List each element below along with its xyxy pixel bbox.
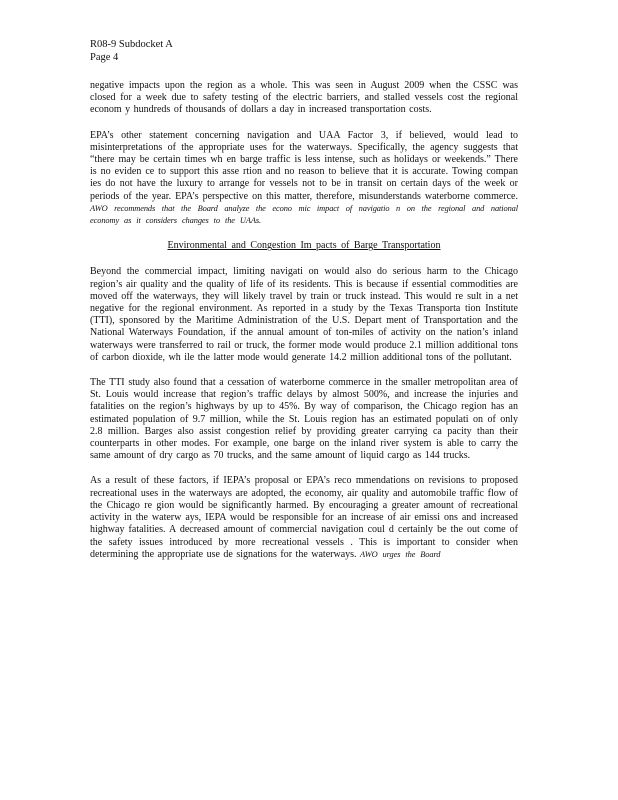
paragraph-epa-statement	[90, 130, 518, 228]
docket-label: R08-9 Subdocket A	[90, 39, 173, 50]
paragraph-conclusion	[90, 475, 518, 560]
paragraph-environmental: Beyond the commercial impact, limiting navigati on would also do serious harm to the Chicago region’s air quality and the quality of life of its residents. This is because if essential commodities are moved off the waterways, they will likely travel by train or truck instead. This would re sult in a net negative for the regional environment. As reported in a study by the Texas Transporta tion Institute (TTI), sponsored by the Maritime Administration of the U.S. Depart ment of Transportation and the National Waterways Foundation, if the annual amount of ton-miles of activity on the nation’s inland waterways were transferred to rail or truck, the former mode would produce 2.1 million additional tons of carbon dioxide, wh ile the latter mode would generate 14.2 million additional tons of the pollutant.	[90, 266, 518, 363]
document-body	[90, 80, 518, 561]
paragraph-epa-statement-text: EPA’s other statement concerning navigation and UAA Factor 3, if believed, would lead to misinterpretations of the appropriate uses for the waterways. Specifically, the agency suggests that “there may be certain times wh en barge traffic is less intense, such as holidays or weekends.” There is no eviden ce to support this asse rtion and no reason to believe that it is accurate. Towing compan ies do not have the luxury to arrange for vessels not to be in transit on certain days of the week or periods of the year. EPA’s perspective on this matter, therefore, misunderstands waterborne commerce.	[90, 129, 518, 202]
paragraph-tti-study: The TTI study also found that a cessation of waterborne commerce in the smaller metropolitan area of St. Louis would increase that region’s traffic delays by almost 500%, and increase the injuries and fatalities on the region’s highways by up to 45%. By way of comparison, the Chicago region has an estimated population of 9.7 million, while the St. Louis region has an estimated populati on of only 2.8 million. Barges also assist congestion relief by providing greater carrying ca pacity than their counterparts in other modes. For example, one barge on the inland river system is able to carry the same amount of dry cargo as 70 trucks, and the same amount of liquid cargo as 144 trucks.	[90, 377, 518, 462]
awo-urges-text: AWO urges the Board	[360, 549, 441, 559]
section-heading: Environmental and Congestion Im pacts of Barge Transportation	[167, 240, 441, 252]
paragraph-impacts: negative impacts upon the region as a whole. This was seen in August 2009 when the CSSC was closed for a week due to safety testing of the electric barriers, and stalled vessels cost the regional econom y hundreds of thousands of dollars a day in increased transportation costs.	[90, 80, 518, 116]
page-header	[90, 38, 173, 64]
paragraph-conclusion-text: As a result of these factors, if IEPA’s proposal or EPA’s reco mmendations on revisions to proposed recreational uses in the waterways are adopted, the economy, air quality and automobile traffic flow of the Chicago re gion would be significantly harmed. By encouraging a greater amount of recreational activity in the waterw ays, IEPA would be responsible for an increase of air emissi ons and increased highway fatalities. A decreased amount of commercial navigation coul d certainly be the out come of the safety issues introduced by more recreational vessels . This is important to consider when determining the appropriate use de signations for the waterways.	[90, 475, 518, 560]
page-number: Page 4	[90, 52, 119, 63]
awo-recommendation-text: AWO recommends that the Board analyze the econo mic impact of navigatio n on the regional and national economy as it considers changes to the UAAs.	[90, 203, 518, 226]
